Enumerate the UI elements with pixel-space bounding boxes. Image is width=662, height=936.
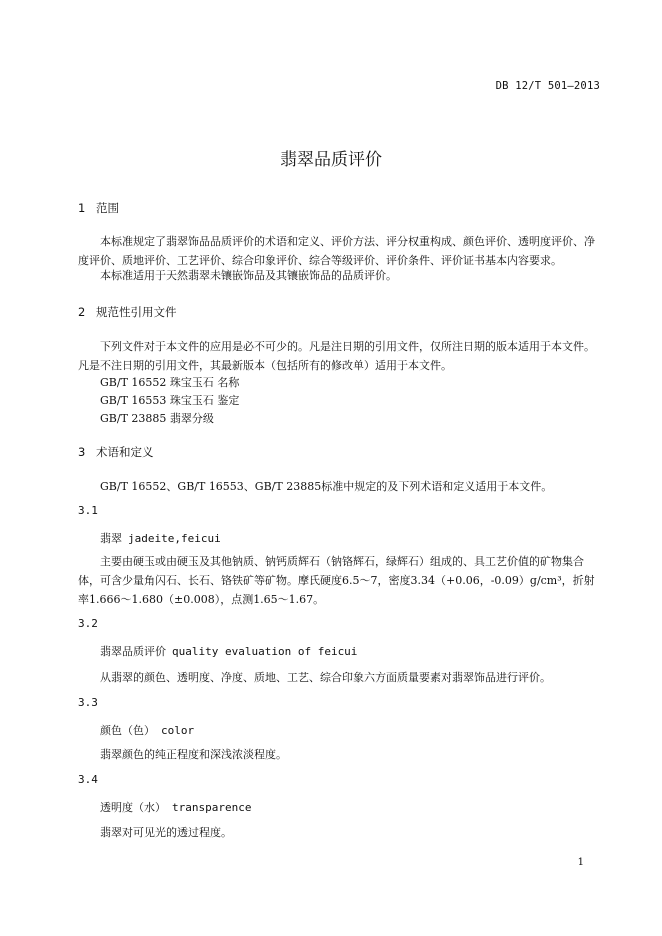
term-title [100, 643, 357, 659]
term-number: 3.3 [78, 696, 98, 709]
reference-item: GB/T 16553 珠宝玉石 鉴定 [100, 394, 240, 407]
term-en: transparence [172, 801, 252, 814]
term-number: 3.4 [78, 773, 98, 786]
section-title: 规范性引用文件 [96, 305, 177, 319]
term-title [100, 799, 251, 815]
term-number: 3.1 [78, 504, 98, 517]
section-number: 1 [78, 201, 86, 215]
reference-item: GB/T 23885 翡翠分级 [100, 412, 214, 425]
page-number: 1 [577, 857, 584, 868]
term-cn: 颜色（色） [100, 724, 155, 737]
section-title: 术语和定义 [96, 445, 154, 459]
section-2-paragraph: 下列文件对于本文件的应用是必不可少的。凡是注日期的引用文件，仅所注日期的版本适用于本文件。凡是不注日期的引用文件，其最新版本（包括所有的修改单）适用于本文件。 [78, 340, 595, 372]
section-title: 范围 [96, 201, 119, 215]
reference-item: GB/T 16552 珠宝玉石 名称 [100, 376, 240, 389]
term-en: color [161, 724, 195, 737]
standard-code: DB 12/T 501—2013 [495, 80, 600, 92]
section-2-heading [78, 304, 177, 320]
term-title [100, 530, 221, 546]
term-cn: 翡翠 [100, 532, 122, 545]
section-1-heading [78, 200, 119, 216]
term-en: quality evaluation of feicui [172, 645, 358, 658]
section-1-paragraph-2: 本标准适用于天然翡翠未镶嵌饰品及其镶嵌饰品的品质评价。 [100, 269, 397, 282]
section-3-heading [78, 444, 154, 460]
term-cn: 透明度（水） [100, 801, 166, 814]
term-title [100, 722, 194, 738]
term-definition: 从翡翠的颜色、透明度、净度、质地、工艺、综合印象六方面质量要素对翡翠饰品进行评价。 [100, 671, 551, 684]
term-cn: 翡翠品质评价 [100, 645, 166, 658]
section-3-intro: GB/T 16552、GB/T 16553、GB/T 23885标准中规定的及下列术语和定义适用于本文件。 [100, 480, 553, 493]
section-number: 3 [78, 445, 86, 459]
term-definition: 主要由硬玉或由硬玉及其他钠质、钠钙质辉石（钠铬辉石，绿辉石）组成的、具工艺价值的矿物集合体，可含少量角闪石、长石、铬铁矿等矿物。摩氏硬度6.5～7，密度3.34（+0.06，-0.09）g/cm³，折射率1.666～1.680（±0.008），点测1.65～1.67。 [78, 555, 595, 606]
term-en: jadeite,feicui [128, 532, 221, 545]
section-number: 2 [78, 305, 86, 319]
section-1-paragraph-1: 本标准规定了翡翠饰品品质评价的术语和定义、评价方法、评分权重构成、颜色评价、透明度评价、净度评价、质地评价、工艺评价、综合印象评价、综合等级评价、评价条件、评价证书基本内容要求。 [78, 235, 595, 267]
term-number: 3.2 [78, 617, 98, 630]
document-title: 翡翠品质评价 [280, 150, 382, 170]
term-definition: 翡翠对可见光的透过程度。 [100, 826, 232, 839]
term-definition: 翡翠颜色的纯正程度和深浅浓淡程度。 [100, 748, 287, 761]
